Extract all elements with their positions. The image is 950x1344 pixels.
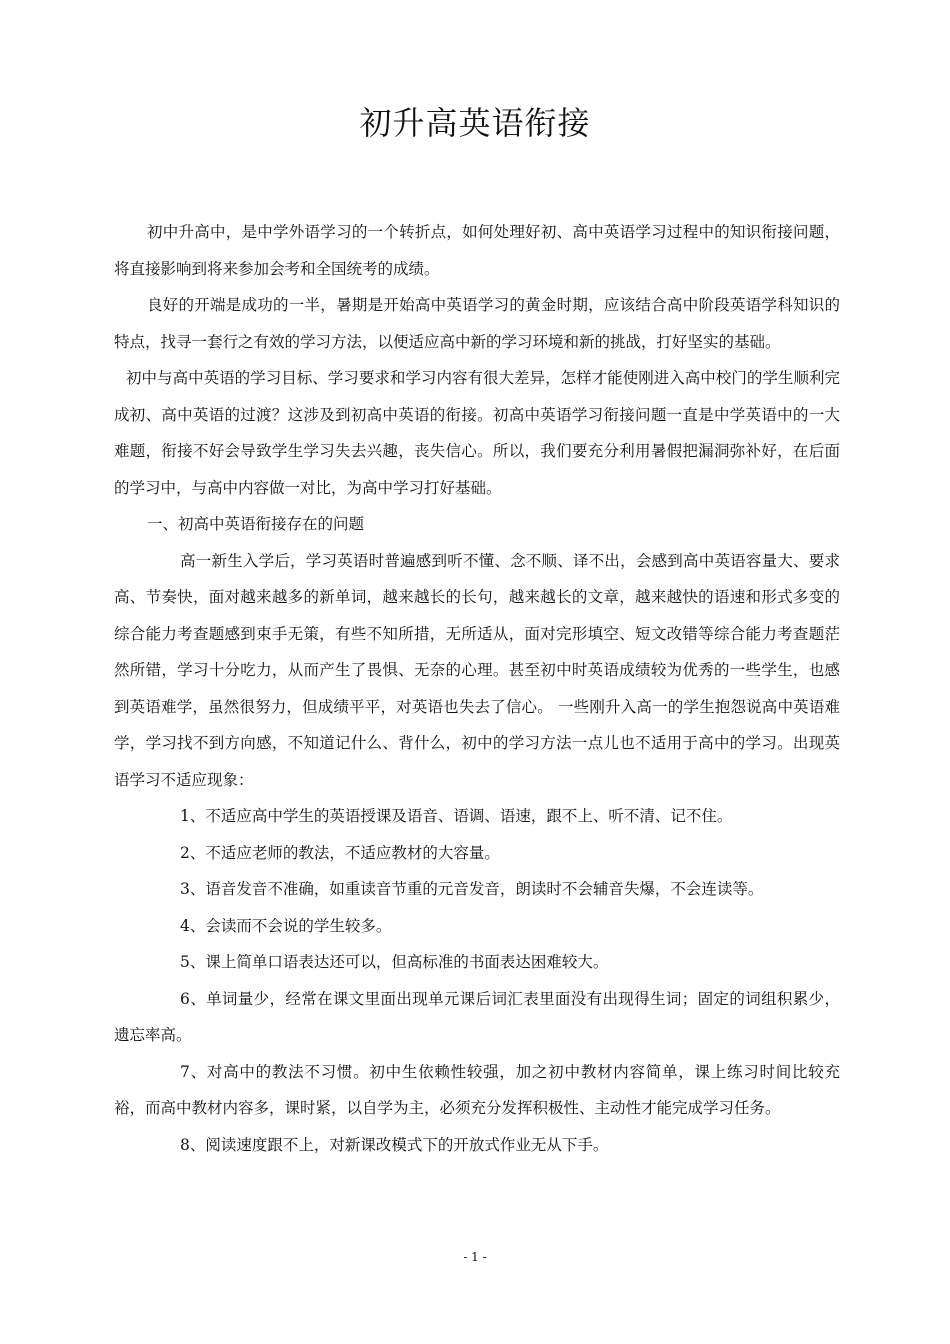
paragraph-section-intro: 高一新生入学后，学习英语时普遍感到听不懂、念不顺、译不出，会感到高中英语容量大、要求高、节奏快，面对越来越多的新单词，越来越长的长句，越来越长的文章，越来越快的语速和形式多变的综合能力考查题感到束手无策，有些不知所措，无所适从，面对完形填空、短文改错等综合能力考查题茫然所错，学习十分吃力，从而产生了畏惧、无奈的心理。甚至初中时英语成绩较为优秀的一些学生，也感到英语难学，虽然很努力，但成绩平平，对英语也失去了信心。 一些刚升入高一的学生抱怨说高中英语难学，学习找不到方向感，不知道记什么、背什么，初中的学习方法一点儿也不适用于高中的学习。出现英语学习不适应现象： bbox=[114, 551, 840, 789]
paragraph-differences: 初中与高中英语的学习目标、学习要求和学习内容有很大差异，怎样才能使刚进入高中校门的学生顺利完成初、高中英语的过渡？这涉及到初高中英语的衔接。初高中英语学习衔接问题一直是中学英语中的一大难题，衔接不好会导致学生学习失去兴趣，丧失信心。所以，我们要充分利用暑假把漏洞弥补好，在后面的学习中，与高中内容做一对比，为高中学习打好基础。 bbox=[114, 369, 840, 497]
section-heading: 一、初高中英语衔接存在的问题 bbox=[147, 515, 365, 533]
paragraph-intro: 初中升高中，是中学外语学习的一个转折点，如何处理好初、高中英语学习过程中的知识衔接问题，将直接影响到将来参加会考和全国统考的成绩。 bbox=[114, 223, 840, 278]
list-item: 7、对高中的教法不习惯。初中生依赖性较强，加之初中教材内容简单，课上练习时间比较充裕，而高中教材内容多，课时紧，以自学为主，必须充分发挥积极性、主动性才能完成学习任务。 bbox=[114, 1062, 840, 1117]
paragraph-good-start: 良好的开端是成功的一半，暑期是开始高中英语学习的黄金时期，应该结合高中阶段英语学科知识的特点，找寻一套行之有效的学习方法，以便适应高中新的学习环境和新的挑战，打好坚实的基础。 bbox=[114, 296, 840, 351]
document-title: 初升高英语衔接 bbox=[359, 104, 591, 142]
list-item: 4、会读而不会说的学生较多。 bbox=[180, 916, 392, 935]
list-item: 2、不适应老师的教法，不适应教材的大容量。 bbox=[180, 843, 500, 862]
page-number: - 1 - bbox=[463, 1250, 487, 1264]
list-item: 3、语音发音不准确，如重读音节重的元音发音，朗读时不会辅音失爆，不会连读等。 bbox=[180, 880, 764, 898]
list-item: 5、课上简单口语表达还可以，但高标准的书面表达困难较大。 bbox=[180, 953, 609, 971]
list-item: 6、单词量少，经常在课文里面出现单元课后词汇表里面没有出现得生词；固定的词组积累少，遗忘率高。 bbox=[114, 989, 840, 1044]
list-item: 8、阅读速度跟不上，对新课改模式下的开放式作业无从下手。 bbox=[180, 1135, 609, 1154]
document-body bbox=[114, 214, 840, 1163]
list-item: 1、不适应高中学生的英语授课及语音、语调、语速，跟不上、听不清、记不住。 bbox=[180, 807, 733, 825]
